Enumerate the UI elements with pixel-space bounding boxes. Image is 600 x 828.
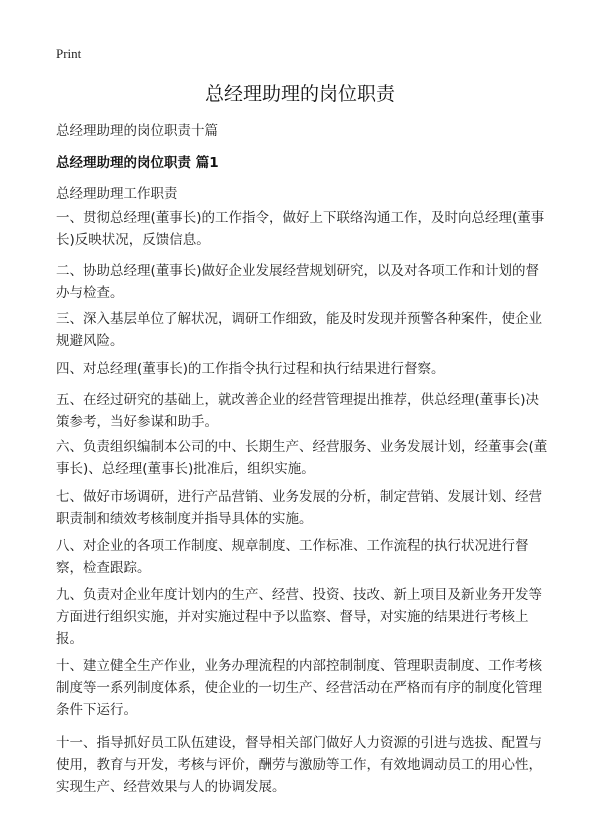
- paragraph-5: 五、在经过研究的基础上，就改善企业的经营管理提出推荐，供总经理(董事长)决策参考，当好参谋和助手。: [56, 392, 540, 430]
- print-link[interactable]: Print: [56, 46, 82, 61]
- document-subtitle: 总经理助理的岗位职责十篇: [56, 123, 218, 139]
- paragraph-7: 七、做好市场调研，进行产品营销、业务发展的分析，制定营销、发展计划、经营职责制和绩效考核制度并指导具体的实施。: [56, 489, 542, 527]
- paragraph-2: 二、协助总经理(董事长)做好企业发展经营规划研究，以及对各项工作和计划的督办与检查。: [56, 263, 540, 301]
- page-title: 总经理助理的岗位职责: [204, 83, 395, 105]
- paragraph-4: 四、对总经理(董事长)的工作指令执行过程和执行结果进行督察。: [56, 361, 445, 377]
- paragraph-8: 八、对企业的各项工作制度、规章制度、工作标准、工作流程的执行状况进行督察，检查跟踪。: [56, 538, 529, 576]
- paragraph-11: 十一、指导抓好员工队伍建设，督导相关部门做好人力资源的引进与选拔、配置与使用，教育与开发，考核与评价，酬劳与激励等工作，有效地调动员工的用心性，实现生产、经营效果与人的协调发展。: [56, 735, 542, 795]
- paragraph-10: 十、建立健全生产作业，业务办理流程的内部控制制度、管理职责制度、工作考核制度等一系列制度体系，使企业的一切生产、经营活动在严格而有序的制度化管理条件下运行。: [56, 658, 542, 718]
- paragraph-9: 九、负责对企业年度计划内的生产、经营、投资、技改、新上项目及新业务开发等方面进行组织实施，并对实施过程中予以监察、督导，对实施的结果进行考核上报。: [56, 587, 542, 647]
- paragraph-3: 三、深入基层单位了解状况，调研工作细致，能及时发现并预警各种案件，使企业规避风险。: [56, 311, 542, 349]
- paragraph-6: 六、负责组织编制本公司的中、长期生产、经营服务、业务发展计划，经董事会(董事长)、总经理(董事长)批准后，组织实施。: [56, 439, 548, 477]
- paragraph-1: 一、贯彻总经理(董事长)的工作指令，做好上下联络沟通工作，及时向总经理(董事长)反映状况，反馈信息。: [56, 210, 545, 248]
- section-heading: 总经理助理的岗位职责 篇1: [56, 155, 219, 171]
- section-label: 总经理助理工作职责: [56, 186, 178, 202]
